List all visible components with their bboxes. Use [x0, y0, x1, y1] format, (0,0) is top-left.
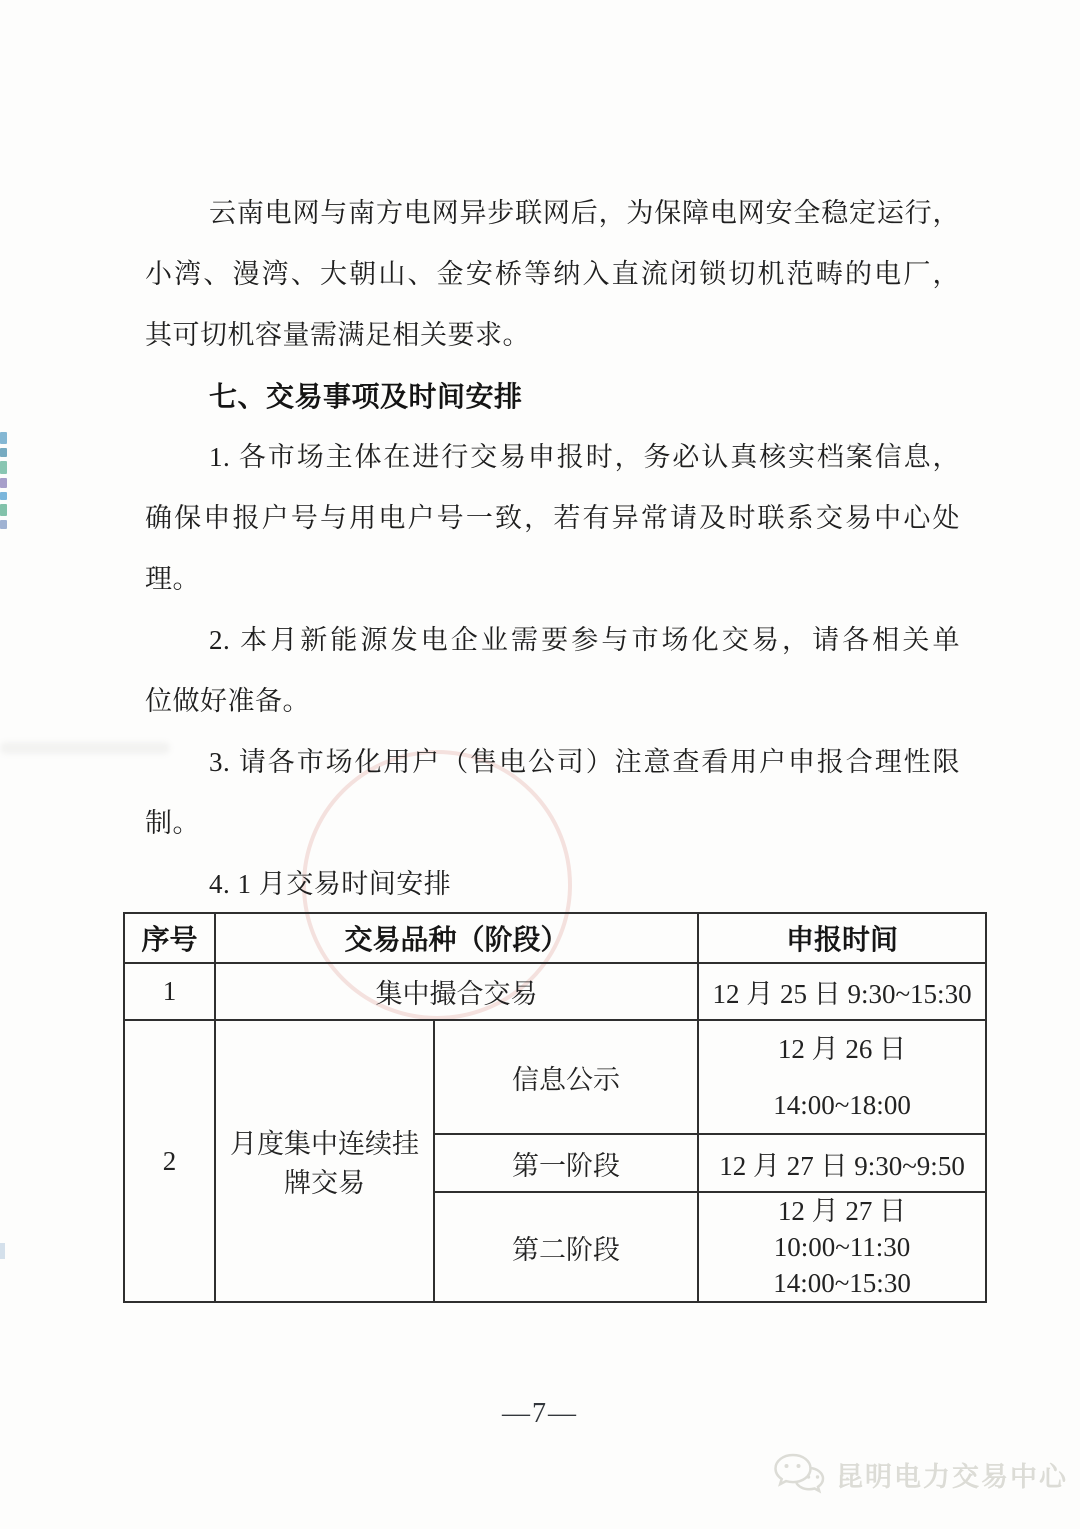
col-header-product: 交易品种（阶段） — [215, 913, 698, 963]
time-cell: 12 月 25 日 9:30~15:30 — [698, 963, 986, 1020]
time-cell — [698, 1020, 986, 1134]
paragraph-line: 2. 本月新能源发电企业需要参与市场化交易，请各相关单 — [209, 625, 960, 655]
scan-artifact — [0, 504, 7, 516]
seq-cell: 1 — [124, 963, 215, 1020]
seq-cell: 2 — [124, 1020, 215, 1302]
paragraph-line: 云南电网与南方电网异步联网后，为保障电网安全稳定运行， — [209, 198, 960, 228]
page-number: —7— — [502, 1398, 578, 1429]
body-text — [145, 183, 960, 915]
scan-artifact — [0, 492, 7, 500]
table-caption: 4. 1 月交易时间安排 — [209, 869, 452, 899]
wechat-icon — [772, 1452, 826, 1496]
scan-artifact — [0, 461, 7, 474]
scan-artifact — [0, 448, 7, 457]
time-line: 14:00~15:30 — [773, 1268, 911, 1298]
product-cell: 月度集中连续挂牌交易 — [215, 1020, 434, 1302]
product-cell: 集中撮合交易 — [215, 963, 698, 1020]
table-row — [124, 1020, 986, 1134]
schedule-table — [123, 912, 987, 1303]
paragraph-line: 位做好准备。 — [145, 686, 310, 716]
time-line: 10:00~11:30 — [773, 1232, 911, 1262]
paragraph-line: 其可切机容量需满足相关要求。 — [145, 320, 530, 350]
scan-artifact — [0, 520, 7, 529]
stage-cell: 第一阶段 — [434, 1134, 698, 1192]
watermark-label: 昆明电力交易中心 — [836, 1461, 1068, 1492]
stage-cell: 信息公示 — [434, 1020, 698, 1134]
time-cell: 12 月 27 日 9:30~9:50 — [698, 1134, 986, 1192]
scan-artifact — [0, 478, 7, 488]
stage-cell: 第二阶段 — [434, 1192, 698, 1302]
paragraph-line: 小湾、漫湾、大朝山、金安桥等纳入直流闭锁切机范畴的电厂， — [145, 259, 960, 289]
table-header-row — [124, 913, 986, 963]
scan-artifact — [0, 1243, 5, 1259]
paragraph-line: 制。 — [145, 808, 200, 838]
paragraph-line: 1. 各市场主体在进行交易申报时，务必认真核实档案信息， — [209, 442, 960, 472]
watermark — [772, 1452, 1068, 1496]
table-row — [124, 963, 986, 1020]
time-line: 14:00~18:00 — [773, 1090, 911, 1120]
time-line: 12 月 26 日 — [777, 1034, 907, 1064]
paragraph-line: 3. 请各市场化用户（售电公司）注意查看用户申报合理性限 — [209, 747, 960, 777]
time-line: 12 月 27 日 — [777, 1196, 907, 1226]
time-cell — [698, 1192, 986, 1302]
col-header-time: 申报时间 — [698, 913, 986, 963]
scan-artifact — [0, 432, 7, 444]
scan-artifact-strip — [0, 432, 7, 533]
paragraph-line: 确保申报户号与用电户号一致，若有异常请及时联系交易中心处 — [145, 503, 960, 533]
paragraph-line: 理。 — [145, 564, 200, 594]
section-heading: 七、交易事项及时间安排 — [209, 381, 523, 412]
col-header-seq: 序号 — [124, 913, 215, 963]
